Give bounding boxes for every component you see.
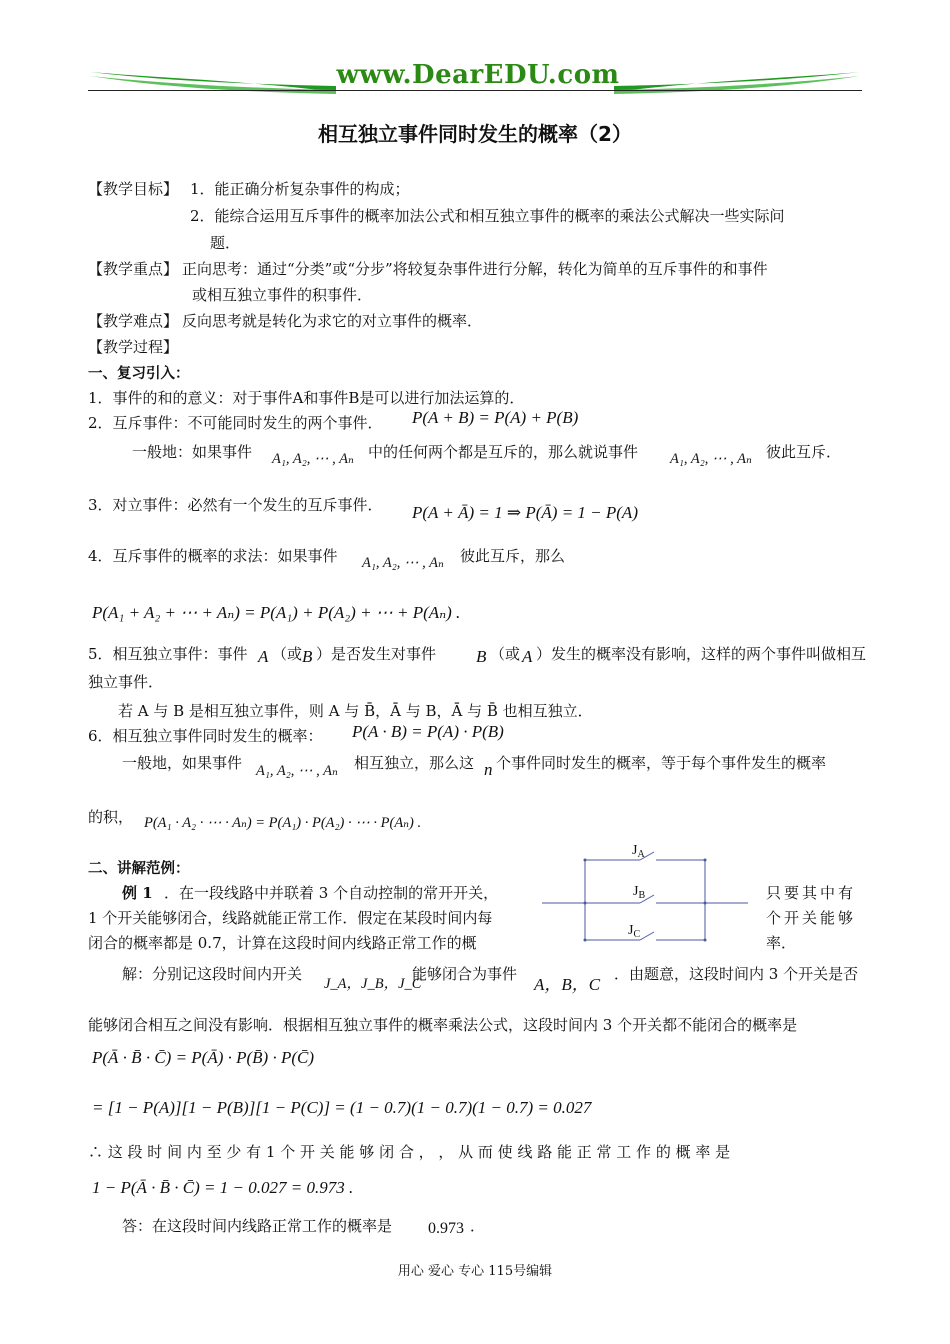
keypoints-line2: 或相互独立事件的积事件． xyxy=(192,286,373,304)
s1-item2-general-a: 一般地：如果事件 xyxy=(132,443,253,461)
s1-item4-formula: P(A₁ + A₂ + ⋯ + Aₙ) = P(A₁) + P(A₂) + ⋯ + P(Aₙ) . xyxy=(92,603,461,622)
sol-line1a: 解：分别记这段时间内开关 xyxy=(122,965,303,983)
s1-item3-text: 3．对立事件：必然有一个发生的互斥事件． xyxy=(88,496,383,514)
s1-item5-line2: 独立事件． xyxy=(88,673,164,691)
answer-end: ． xyxy=(470,1217,486,1235)
section2-heading: 二、讲解范例： xyxy=(88,861,190,877)
ex1-label: 例 1 xyxy=(122,884,153,902)
s1-item6-n: n xyxy=(484,760,493,779)
circuit-diagram xyxy=(540,838,750,948)
s1-item6-general-c: 个事件同时发生的概率，等于每个事件发生的概率 xyxy=(496,754,827,772)
section1-heading: 一、复习引入： xyxy=(88,366,190,382)
s1-item4-text-b: 彼此互斥，那么 xyxy=(460,547,566,565)
s1-item5-line3: 若 A 与 B 是相互独立事件，则 A 与 B̄，Ā 与 B，Ā 与 B̄ 也相互独立． xyxy=(118,702,593,720)
header-swoosh-right xyxy=(612,66,862,96)
s1-item5-line1a: 5．相互独立事件：事件 xyxy=(88,645,248,663)
answer-text: 答：在这段时间内线路正常工作的概率是 xyxy=(122,1217,393,1235)
s1-item5-B2: B xyxy=(476,647,487,666)
s1-item2-general-b: 中的任何两个都是互斥的，那么就说事件 xyxy=(368,443,639,461)
sol-formula2: = [1 − P(A)][1 − P(B)][1 − P(C)] = (1 − 0.7)(1 − 0.7)(1 − 0.7) = 0.027 xyxy=(92,1098,592,1117)
s1-event-list-2: A₁, A₂, ⋯ , Aₙ xyxy=(670,451,752,467)
keypoints-label: 【教学重点】 xyxy=(88,260,179,278)
objectives-item1: 1．能正确分析复杂事件的构成； xyxy=(190,180,410,198)
s1-item6-text: 6．相互独立事件同时发生的概率： xyxy=(88,727,323,745)
s1-item5-or1: （或 xyxy=(272,645,303,663)
s1-item5-or2: （或 xyxy=(490,645,521,663)
page-footer: 用心 爱心 专心 115号编辑 xyxy=(397,1264,553,1279)
s1-item6-formula: P(A · B) = P(A) · P(B) xyxy=(352,722,504,741)
s1-item4-text: 4．互斥事件的概率的求法：如果事件 xyxy=(88,547,338,565)
s1-event-list-3: A₁, A₂, ⋯ , Aₙ xyxy=(362,555,444,571)
s1-item5-line1b: ）是否发生对事件 xyxy=(316,645,437,663)
header-swoosh-left xyxy=(88,66,338,96)
s1-item2-text: 2．互斥事件：不可能同时发生的两个事件． xyxy=(88,414,383,432)
sol-switches: J_A，J_B，J_C xyxy=(324,976,422,992)
s1-event-list-1: A₁, A₂, ⋯ , Aₙ xyxy=(272,451,354,467)
ex1-line3: 闭合的概率都是 0.7，计算在这段时间内线路正常工作的概 xyxy=(88,934,477,952)
ex1-line1: ．在一段线路中并联着 3 个自动控制的常开开关， xyxy=(164,884,499,902)
s1-event-list-4: A₁, A₂, ⋯ , Aₙ xyxy=(256,763,338,779)
sol-line1c: ．由题意，这段时间内 3 个开关是否 xyxy=(614,965,859,983)
s1-item3-formula: P(A + Ā) = 1 ⇒ P(Ā) = 1 − P(A) xyxy=(412,503,638,522)
s1-item2-formula: P(A + B) = P(A) + P(B) xyxy=(412,408,579,427)
header-banner xyxy=(88,58,862,98)
s1-item5-A2: A xyxy=(522,647,533,666)
page-title: 相互独立事件同时发生的概率（2） xyxy=(318,122,632,146)
ex1-line3-right: 率． xyxy=(766,934,797,952)
answer-value: 0.973 xyxy=(428,1220,464,1237)
s1-item1: 1．事件的和的意义：对于事件A和事件B是可以进行加法运算的． xyxy=(88,389,525,407)
objectives-item2-line1: 2．能综合运用互斥事件的概率加法公式和相互独立事件的概率的乘法公式解决一些实际问 xyxy=(190,207,785,225)
circuit-label-ja: $J_A$ xyxy=(632,843,645,860)
s1-item6-general-b: 相互独立，那么这 xyxy=(354,754,475,772)
sol-line1b: 能够闭合为事件 xyxy=(412,965,518,983)
circuit-label-jc: $J_C$ xyxy=(628,923,641,940)
sol-line2: 能够闭合相互之间没有影响．根据相互独立事件的概率乘法公式，这段时间内 3 个开关都不能闭合的概率是 xyxy=(88,1016,798,1034)
objectives-label: 【教学目标】 xyxy=(88,180,179,198)
process-label: 【教学过程】 xyxy=(88,338,179,356)
s1-item6-general-a: 一般地，如果事件 xyxy=(122,754,243,772)
s1-item6-line2-text: 的积， xyxy=(88,808,134,826)
objectives-item2-line2: 题． xyxy=(210,234,241,252)
difficulty-label: 【教学难点】 xyxy=(88,312,179,330)
sol-therefore: ∴ 这 段 时 间 内 至 少 有 1 个 开 关 能 够 闭 合 ， ， 从 而 使 线 路 能 正 常 工 作 的 概 率 是 xyxy=(88,1143,731,1161)
ex1-line2-right: 个开关能够 xyxy=(766,909,857,927)
s1-item5-A: A xyxy=(258,647,269,666)
ex1-line2: 1 个开关能够闭合，线路就能正常工作．假定在某段时间内每 xyxy=(88,909,493,927)
s1-item5-line1c: ）发生的概率没有影响，这样的两个事件叫做相互 xyxy=(536,645,867,663)
s1-item5-B: B xyxy=(302,647,313,666)
s1-item6-line2-formula: P(A₁ · A₂ · ⋯ · Aₙ) = P(A₁) · P(A₂) · ⋯ · P(Aₙ) . xyxy=(144,815,422,831)
circuit-label-jb: $J_B$ xyxy=(633,884,646,901)
sol-events: A，B，C xyxy=(534,975,601,994)
s1-item2-general-c: 彼此互斥． xyxy=(766,443,842,461)
sol-formula3: 1 − P(Ā · B̄ · C̄) = 1 − 0.027 = 0.973 . xyxy=(92,1178,354,1197)
keypoints-line1: 正向思考：通过“分类”或“分步”将较复杂事件进行分解，转化为简单的互斥事件的和事件 xyxy=(182,260,768,278)
sol-formula1: P(Ā · B̄ · C̄) = P(Ā) · P(B̄) · P(C̄) xyxy=(92,1048,315,1067)
difficulty-text: 反向思考就是转化为求它的对立事件的概率． xyxy=(182,312,483,330)
header-logo: www.DearEDU.com xyxy=(336,60,620,90)
header-rule xyxy=(88,90,862,91)
ex1-line1-right: 只要其中有 xyxy=(766,884,857,902)
